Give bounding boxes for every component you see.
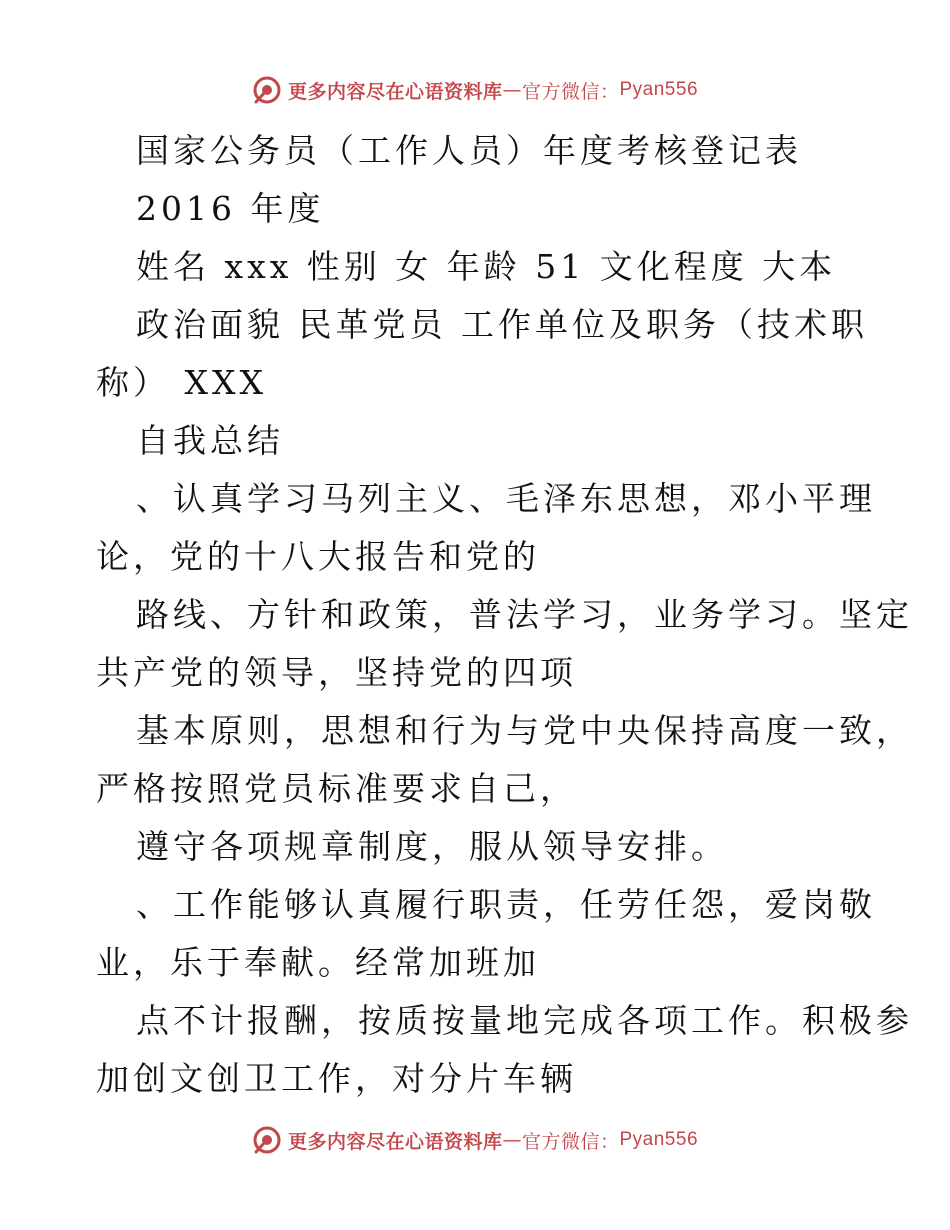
banner-wechat-label: 官方微信：	[521, 1130, 620, 1153]
banner-wechat-label: 官方微信：	[521, 80, 620, 103]
political-info-line: 政治面貌 民革党员 工作单位及职务（技术职	[136, 305, 868, 344]
section-heading: 自我总结	[136, 421, 284, 460]
banner-brand: 更多内容尽在心语资料库	[287, 80, 503, 103]
banner-dash: —	[502, 79, 522, 101]
document-title: 国家公务员（工作人员）年度考核登记表	[136, 131, 802, 170]
paragraph-line: 共产党的领导，坚持党的四项	[96, 653, 577, 692]
paragraph-line: 加创文创卫工作，对分片车辆	[96, 1059, 577, 1098]
banner-wechat-id: Pyan556	[619, 1129, 699, 1150]
paragraph-line: 、工作能够认真履行职责，任劳任怨，爱岗敬	[136, 885, 876, 924]
paragraph-line: 论，党的十八大报告和党的	[96, 537, 540, 576]
banner-dash: —	[502, 1129, 522, 1151]
paragraph-line: 严格按照党员标准要求自己，	[96, 769, 577, 808]
paragraph-line: 业，乐于奉献。经常加班加	[96, 943, 540, 982]
banner-brand: 更多内容尽在心语资料库	[287, 1130, 503, 1153]
header-banner	[0, 70, 950, 110]
document-year: 2016 年度	[136, 189, 325, 228]
paragraph-line: 路线、方针和政策，普法学习，业务学习。坚定	[136, 595, 913, 634]
paragraph-line: 点不计报酬，按质按量地完成各项工作。积极参	[136, 1001, 913, 1040]
footer-banner	[0, 1120, 950, 1160]
pen-logo-icon	[252, 1125, 282, 1155]
personal-info-line: 姓名 xxx 性别 女 年龄 51 文化程度 大本	[136, 247, 837, 286]
paragraph-line: 遵守各项规章制度，服从领导安排。	[136, 827, 728, 866]
document-body	[96, 122, 913, 1108]
banner-wechat-id: Pyan556	[619, 79, 699, 100]
paragraph-line: 基本原则，思想和行为与党中央保持高度一致，	[136, 711, 913, 750]
pen-logo-icon	[252, 75, 282, 105]
political-info-line-cont: 称） XXX	[96, 363, 267, 402]
paragraph-line: 、认真学习马列主义、毛泽东思想，邓小平理	[136, 479, 876, 518]
